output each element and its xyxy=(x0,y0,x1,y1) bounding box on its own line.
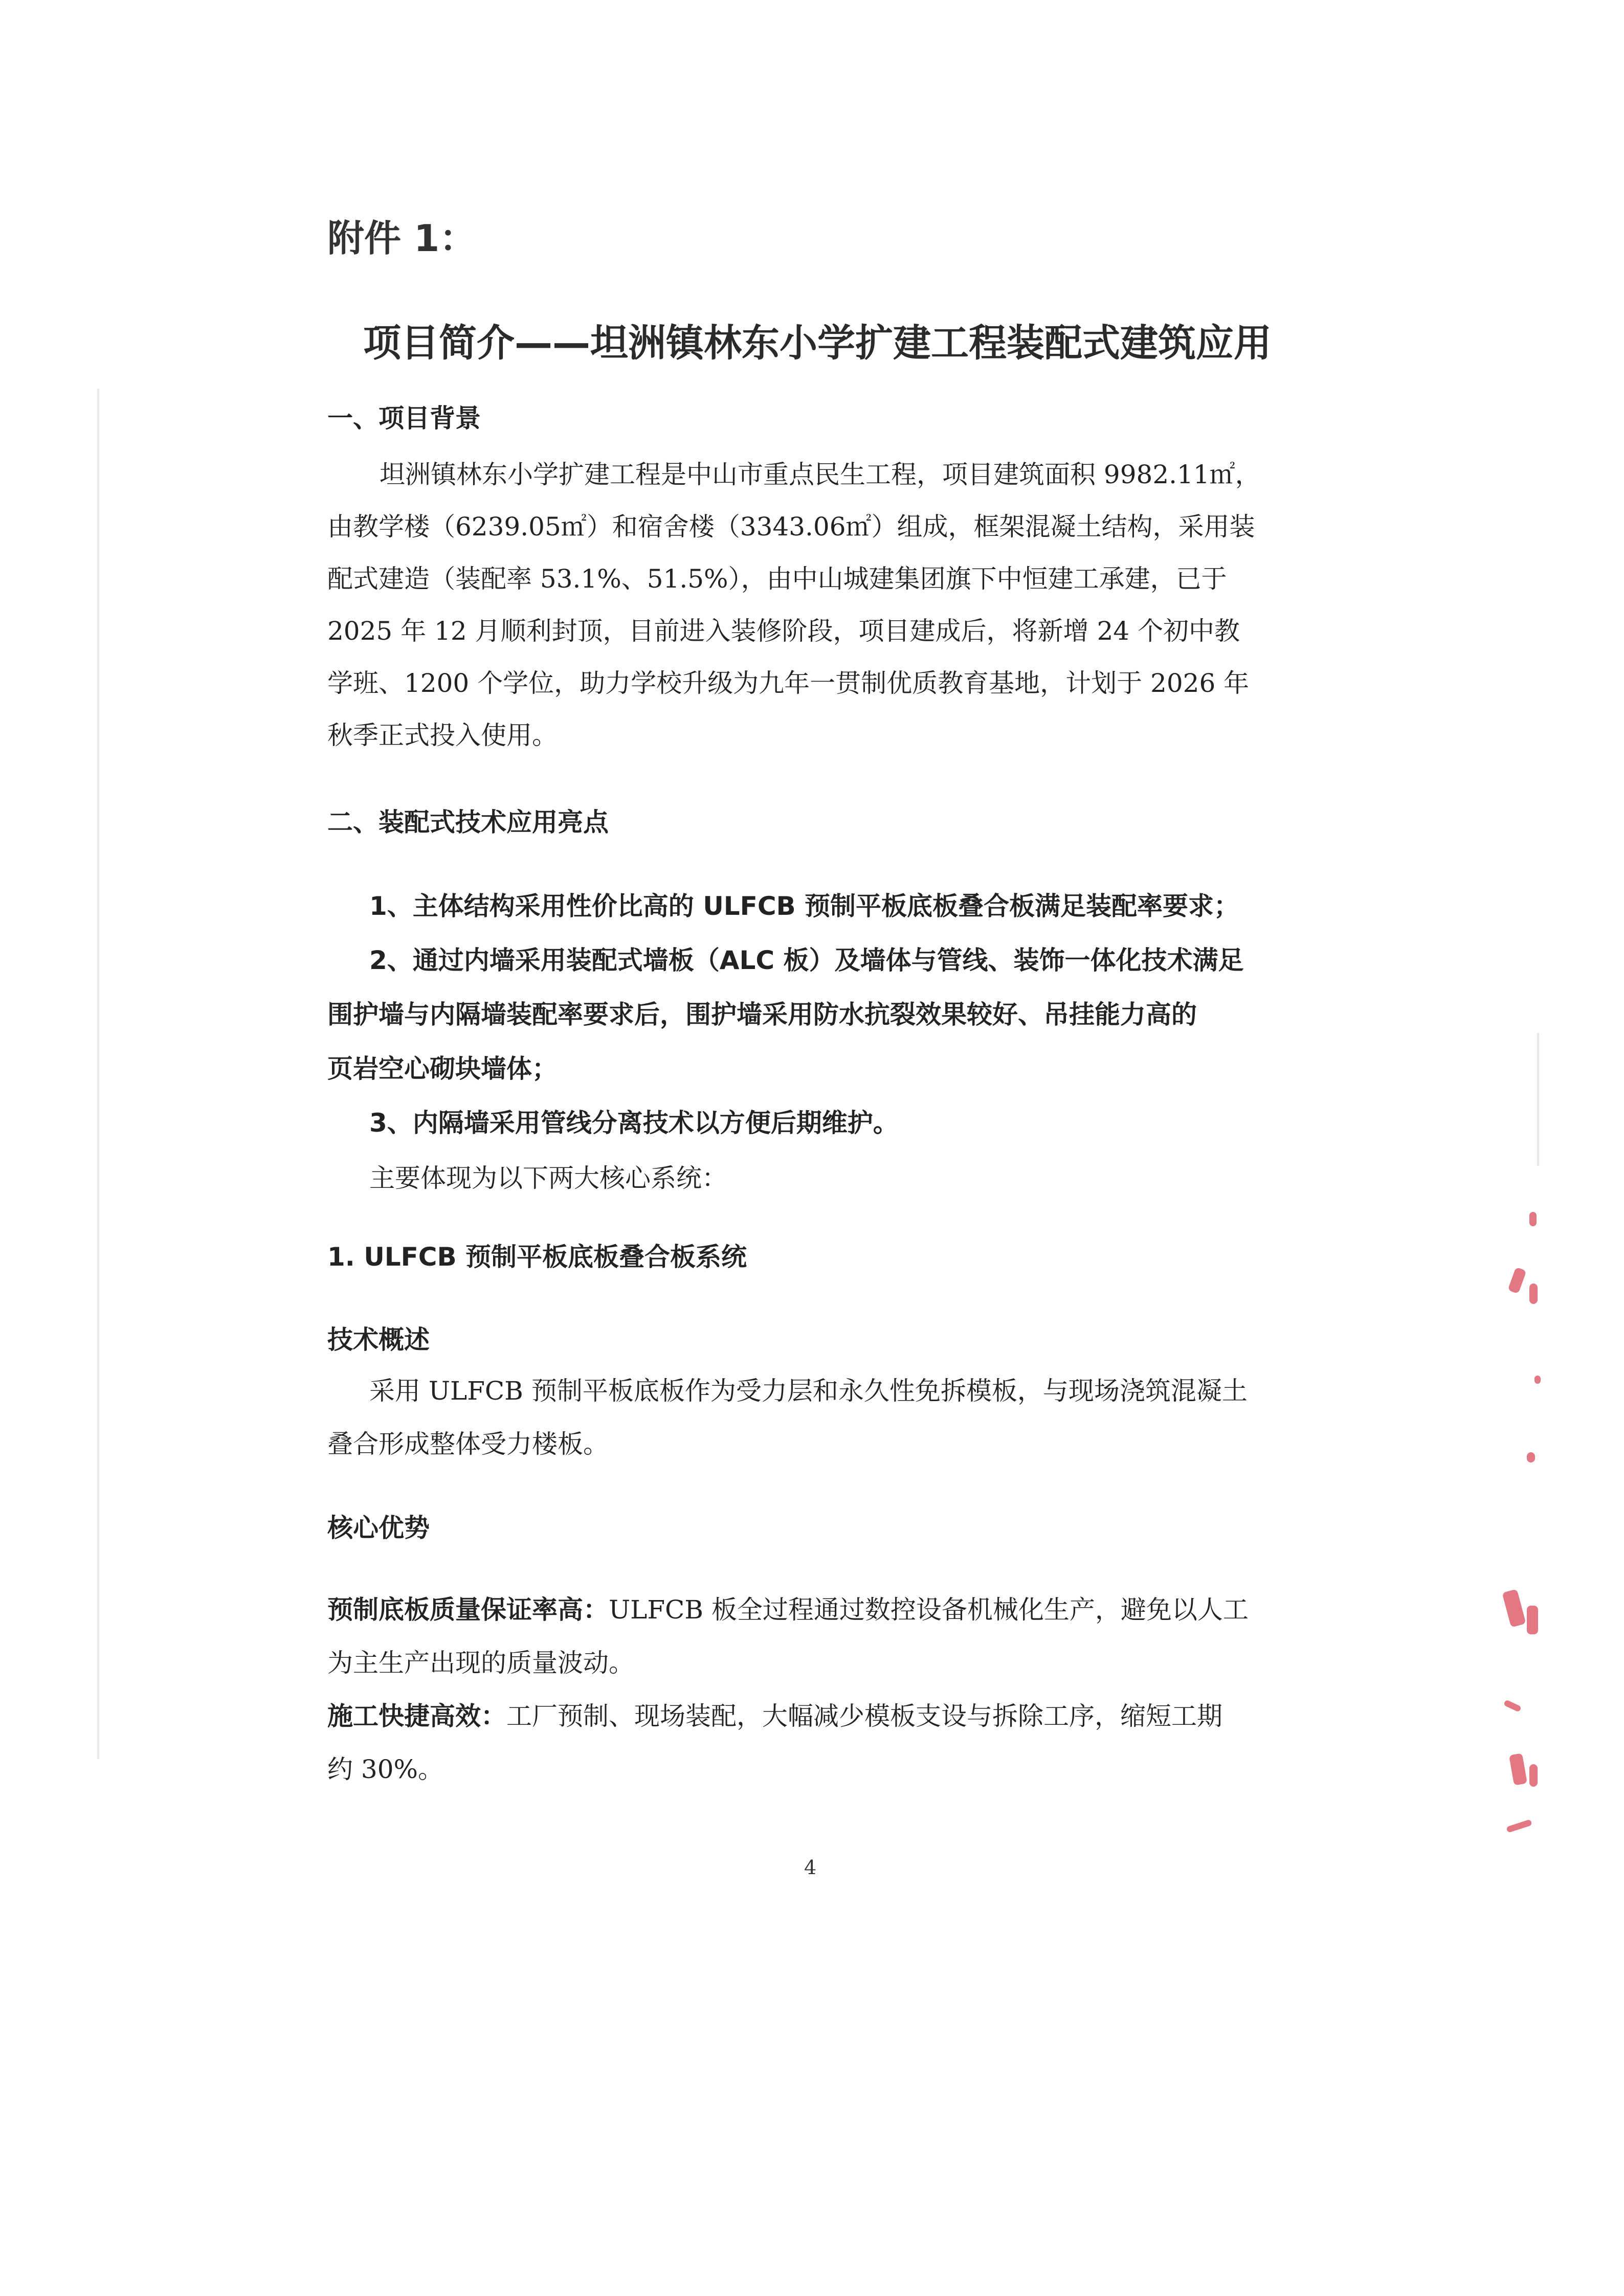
section1-line-6: 秋季正式投入使用。 xyxy=(327,721,558,750)
scan-edge-right xyxy=(1537,1033,1539,1166)
highlight-line-1: 1、主体结构采用性价比高的 ULFCB 预制平板底板叠合板满足装配率要求； xyxy=(369,891,1240,921)
seal-mark-9 xyxy=(1509,1753,1527,1786)
section1-line-5: 学班、1200 个学位，助力学校升级为九年一贯制优质教育基地，计划于 2026 年 xyxy=(327,668,1250,698)
advantage-1-line-2: 为主生产出现的质量波动。 xyxy=(327,1648,634,1678)
highlight-line-3: 围护墙与内隔墙装配率要求后，围护墙采用防水抗裂效果较好、吊挂能力高的 xyxy=(327,1000,1197,1029)
seal-mark-5 xyxy=(1527,1452,1535,1462)
page-number: 4 xyxy=(804,1856,817,1879)
section2-heading: 二、装配式技术应用亮点 xyxy=(327,807,609,837)
advantage-2-line-1 xyxy=(327,1696,1222,1732)
seal-mark-3 xyxy=(1529,1284,1538,1304)
seal-mark-8 xyxy=(1503,1699,1522,1712)
seal-mark-1 xyxy=(1529,1212,1537,1226)
section1-line-1: 坦洲镇林东小学扩建工程是中山市重点民生工程，项目建筑面积 9982.11㎡， xyxy=(380,460,1261,489)
overview-line-1: 采用 ULFCB 预制平板底板作为受力层和永久性免拆模板，与现场浇筑混凝土 xyxy=(369,1376,1248,1406)
advantage-1-line-1 xyxy=(327,1589,1249,1626)
highlight-line-4: 页岩空心砌块墙体； xyxy=(327,1054,558,1084)
annex-label: 附件 1： xyxy=(327,217,477,260)
advantage-2-line-2: 约 30%。 xyxy=(327,1754,444,1784)
highlight-line-2: 2、通过内墙采用装配式墙板（ALC 板）及墙体与管线、装饰一体化技术满足 xyxy=(369,946,1244,975)
core-systems-summary: 主要体现为以下两大核心系统： xyxy=(369,1163,727,1193)
seal-mark-6 xyxy=(1502,1589,1526,1627)
overview-heading: 技术概述 xyxy=(327,1325,430,1355)
seal-mark-2 xyxy=(1507,1267,1526,1294)
seal-mark-7 xyxy=(1527,1606,1538,1634)
advantages-heading: 核心优势 xyxy=(327,1513,430,1543)
highlight-line-5: 3、内隔墙采用管线分离技术以方便后期维护。 xyxy=(369,1108,899,1138)
advantage-2-text: 工厂预制、现场装配，大幅减少模板支设与拆除工序，缩短工期 xyxy=(506,1701,1222,1731)
seal-mark-4 xyxy=(1534,1376,1541,1384)
section1-line-4: 2025 年 12 月顺利封顶，目前进入装修阶段，项目建成后，将新增 24 个初中教 xyxy=(327,616,1240,646)
section1-heading: 一、项目背景 xyxy=(327,403,481,433)
section1-line-2: 由教学楼（6239.05㎡）和宿舍楼（3343.06㎡）组成，框架混凝土结构，采用装 xyxy=(327,512,1255,542)
section1-line-3: 配式建造（装配率 53.1%、51.5%），由中山城建集团旗下中恒建工承建，已于 xyxy=(327,564,1227,594)
system1-heading: 1. ULFCB 预制平板底板叠合板系统 xyxy=(327,1242,747,1272)
overview-line-2: 叠合形成整体受力楼板。 xyxy=(327,1429,609,1459)
advantage-1-label: 预制底板质量保证率高： xyxy=(327,1595,609,1625)
advantage-1-text: ULFCB 板全过程通过数控设备机械化生产，避免以人工 xyxy=(609,1595,1249,1625)
seal-mark-11 xyxy=(1506,1819,1532,1833)
advantage-2-label: 施工快捷高效： xyxy=(327,1701,506,1731)
document-title: 项目简介——坦洲镇林东小学扩建工程装配式建筑应用 xyxy=(363,321,1272,365)
seal-mark-10 xyxy=(1529,1764,1538,1787)
scan-edge-left xyxy=(97,389,99,1759)
